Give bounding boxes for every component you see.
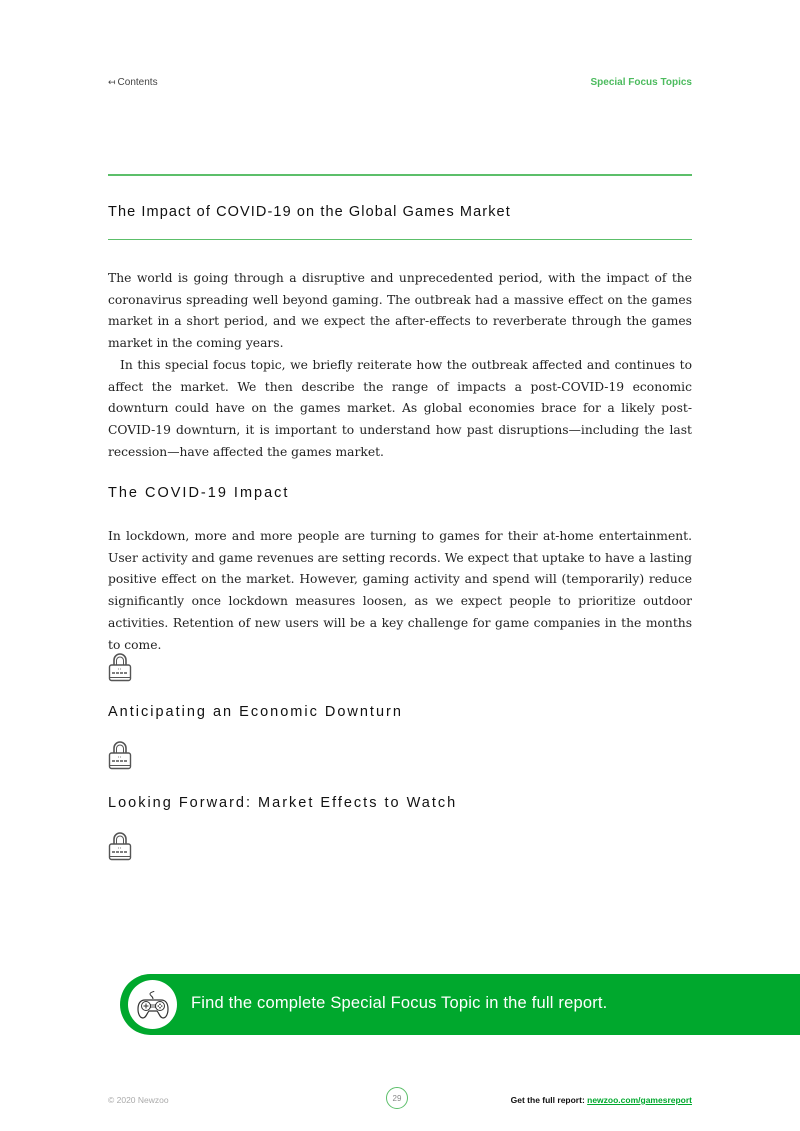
- section-link[interactable]: Special Focus Topics: [590, 77, 692, 88]
- lock-icon: [108, 740, 132, 770]
- full-report-prefix: Get the full report:: [510, 1095, 588, 1105]
- section-heading-covid-impact: The COVID-19 Impact: [108, 485, 290, 501]
- full-report-note: [511, 1095, 692, 1105]
- title-rule-bottom: [108, 239, 692, 240]
- footer: [108, 1090, 692, 1114]
- lock-icon: [108, 831, 132, 861]
- lock-icon: [108, 652, 132, 682]
- copyright: © 2020 Newzoo: [108, 1095, 169, 1105]
- intro-paragraph-1: The world is going through a disruptive and unprecedented period, with the impact of the coronavirus spreading well beyond gaming. The outbreak had a massive effect on the games market in a short period, and we expect the after-effects to reverberate through the games market in the coming years.: [108, 271, 692, 351]
- intro-paragraph-2: In this special focus topic, we briefly reiterate how the outbreak affected and continues to affect the market. We then describe the range of impacts a post-COVID-19 economic downturn could have on the games market. As global economies brace for a likely post-COVID-19 downturn, it is important to understand how past disruptions—including the last recession—have affected the games market.: [108, 358, 692, 459]
- page-number: 29: [386, 1087, 408, 1109]
- cta-text: Find the complete Special Focus Topic in the full report.: [191, 994, 608, 1012]
- full-report-link[interactable]: newzoo.com/gamesreport: [587, 1095, 692, 1105]
- contents-link[interactable]: [108, 77, 158, 88]
- back-arrow-icon: ↤: [108, 77, 116, 87]
- contents-link-label: Contents: [117, 77, 158, 88]
- full-report-banner[interactable]: [120, 974, 800, 1035]
- page-title: The Impact of COVID-19 on the Global Games Market: [108, 204, 511, 220]
- top-nav: [108, 77, 692, 91]
- section-heading-economic-downturn: Anticipating an Economic Downturn: [108, 704, 403, 720]
- covid-impact-paragraph: In lockdown, more and more people are turning to games for their at-home entertainment. User activity and game revenues are setting records. We expect that uptake to have a lasting positive effect on the market. However, gaming activity and spend will (temporarily) reduce significantly once lockdown measures loosen, as we expect people to prioritize outdoor activities. Retention of new users will be a key challenge for game companies in the months to come.: [108, 529, 692, 652]
- gamepad-icon: [128, 980, 177, 1029]
- title-rule-top: [108, 174, 692, 176]
- section-heading-looking-forward: Looking Forward: Market Effects to Watch: [108, 795, 458, 811]
